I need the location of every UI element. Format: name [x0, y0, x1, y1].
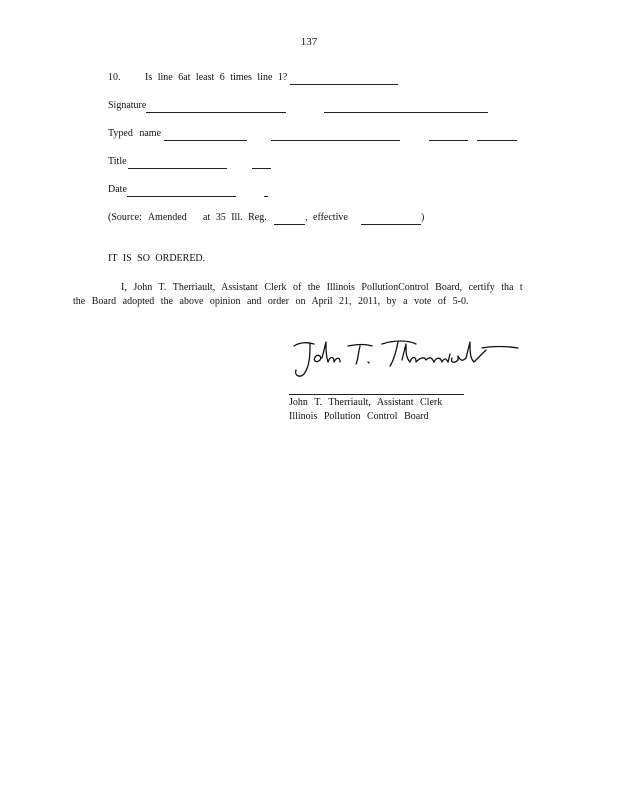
typed-name-line-2[interactable] [271, 140, 400, 141]
question-10-text: Is line 6at least 6 times line 1? [145, 72, 288, 83]
clerk-name: John T. Therriault, Assistant Clerk [289, 397, 443, 408]
so-ordered-text: IT IS SO ORDERED. [108, 253, 206, 264]
board-name: Illinois Pollution Control Board [289, 411, 429, 422]
date-line-2[interactable] [264, 196, 268, 197]
signature-label: Signature [108, 100, 147, 111]
typed-name-label: Typed name [108, 128, 162, 139]
source-register-line[interactable] [274, 224, 305, 225]
source-open-text: (Source: Amended [108, 212, 187, 223]
handwritten-signature [286, 332, 526, 382]
source-effective-line[interactable] [361, 224, 421, 225]
signature-line[interactable] [146, 112, 286, 113]
title-line[interactable] [128, 168, 227, 169]
question-10-answer-line[interactable] [290, 84, 398, 85]
source-register-text: at 35 Ill. Reg. [203, 212, 267, 223]
signature-line-2[interactable] [324, 112, 488, 113]
typed-name-line-3[interactable] [429, 140, 468, 141]
source-effective-text: , effective [305, 212, 348, 223]
certification-line-1: I, John T. Therriault, Assistant Clerk of the Illinois PollutionControl Board, certify tha t [121, 282, 523, 293]
typed-name-line[interactable] [164, 140, 247, 141]
certification-line-2: the Board adopted the above opinion and order on April 21, 2011, by a vote of 5-0. [73, 296, 469, 307]
date-line[interactable] [127, 196, 236, 197]
date-label: Date [108, 184, 127, 195]
source-close-paren: ) [421, 212, 425, 223]
question-10-number: 10. [108, 72, 121, 83]
title-label: Title [108, 156, 127, 167]
signature-block-line [289, 394, 464, 395]
title-line-2[interactable] [252, 168, 271, 169]
page-number: 137 [300, 36, 318, 48]
typed-name-line-4[interactable] [477, 140, 517, 141]
